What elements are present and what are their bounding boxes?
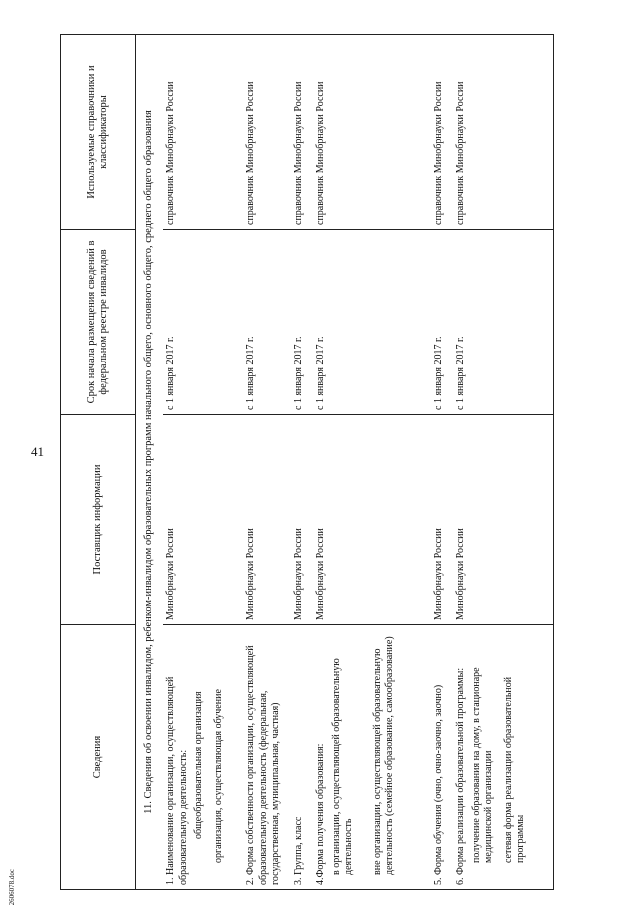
row-subitem: сетевая форма реализации образовательной программы [502,676,526,863]
row-subitem: в организации, осуществляющей образовательную деятельность [330,658,354,875]
header-reference: Используемые справочники и классификаторы [61,35,136,230]
row-info-cell [313,625,431,890]
footer-code-text: 2606078.doc [8,868,16,905]
row-start: с 1 января 2017 г. [431,230,453,415]
row-start: с 1 января 2017 г. [243,230,291,415]
row-reference: справочник Минобрнауки России [243,35,291,230]
section-row [136,35,164,890]
row-info-text: 4.Форма получения образования: [315,743,326,885]
row-info-cell [431,625,453,890]
row-provider: Минобрнауки России [453,415,553,625]
rotated-table-area [60,35,585,890]
row-provider: Минобрнауки России [291,415,313,625]
row-subitem: вне организации, осуществляющей образовательную деятельность (семейное образование, самообразование) [371,636,395,875]
header-info: Сведения [61,625,136,890]
row-reference: справочник Минобрнауки России [431,35,453,230]
row-info-text: 2. Форма собственности организации, осуществляющей образовательную деятельность (федеральная, государственная, муниципальная, частная) [245,645,281,885]
table-row [163,35,243,890]
header-start-date: Срок начала размещения сведений в федеральном реестре инвалидов [61,230,136,415]
row-info-text: 5. Форма обучения (очно, очно-заочно, заочно) [433,684,444,885]
table-row [453,35,553,890]
table-row [243,35,291,890]
header-provider: Поставщик информации [61,415,136,625]
row-info-text: 6. Форма реализации образовательной программы: [455,667,466,885]
table-row [291,35,313,890]
row-provider: Минобрнауки России [243,415,291,625]
row-info-text: 3. Группа, класс [293,816,304,885]
row-reference: справочник Минобрнауки России [163,35,243,230]
footer-document-code [7,835,17,905]
row-start: с 1 января 2017 г. [313,230,431,415]
row-info-text: 1. Наименование организации, осуществляющей образовательную деятельность: [165,676,189,885]
row-info-cell [163,625,243,890]
row-subitem: организация, осуществляющая обучение [212,689,224,863]
row-info-cell [243,625,291,890]
page-number: 41 [31,444,44,459]
row-provider: Минобрнауки России [431,415,453,625]
row-reference: справочник Минобрнауки России [313,35,431,230]
row-start: с 1 января 2017 г. [453,230,553,415]
table-row [431,35,453,890]
registry-table [60,34,554,890]
row-reference: справочник Минобрнауки России [291,35,313,230]
section-title: 11. Сведения об освоении инвалидом, ребенком-инвалидом образовательных программ начального общего, основного общего, среднего общего образования [136,35,164,890]
row-start: с 1 января 2017 г. [163,230,243,415]
row-provider: Минобрнауки России [313,415,431,625]
row-provider: Минобрнауки России [163,415,243,625]
table-header-row [61,35,136,890]
row-info-cell [453,625,553,890]
row-subitem: получение образования на дому, в стационаре медицинской организации [470,667,494,863]
row-subitem: общеобразовательная организация [193,691,204,839]
row-info-cell [291,625,313,890]
table-row [313,35,431,890]
row-reference: справочник Минобрнауки России [453,35,553,230]
row-start: с 1 января 2017 г. [291,230,313,415]
